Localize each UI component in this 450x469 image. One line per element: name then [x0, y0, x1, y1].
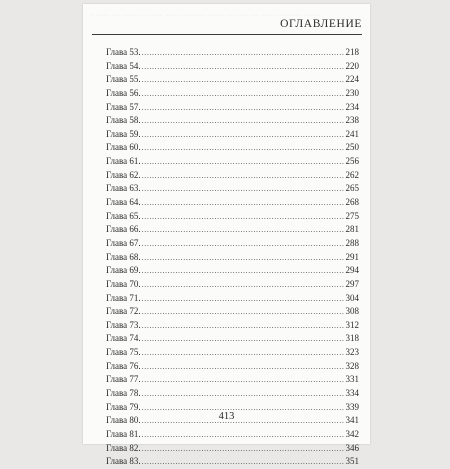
- toc-entry-label: Глава 72.: [106, 306, 141, 317]
- toc-entry-page: 339: [345, 401, 359, 412]
- toc-dot-leader: [142, 101, 345, 115]
- toc-dot-leader: [142, 155, 345, 169]
- toc-entry-label: Глава 73.: [106, 319, 141, 330]
- toc-entry: [106, 114, 359, 128]
- toc-entry-page: 331: [345, 374, 359, 385]
- toc-entry-label: Глава 80.: [106, 415, 141, 426]
- toc-entry: [106, 442, 359, 456]
- toc-entry: [106, 251, 359, 265]
- toc-entry: [106, 196, 359, 210]
- toc-dot-leader: [142, 387, 345, 401]
- show-through-text: ~ ~~~ ~~ ~~~~ ~~ ~~~ ~~~~ ~~ ~~~ ~~~~ ~~ ~~~ ~~ ~~~~ ~~ ~~~ ~~~~: [91, 12, 320, 20]
- toc-entry-label: Глава 68.: [106, 251, 141, 262]
- toc-entry: [106, 346, 359, 360]
- toc-entry-page: 281: [345, 224, 359, 235]
- toc-entry-page: 218: [345, 47, 359, 57]
- toc-entry-page: 230: [345, 87, 359, 98]
- toc-dot-leader: [142, 442, 345, 456]
- toc-entry-page: 291: [345, 251, 359, 262]
- toc-entry-label: Глава 70.: [106, 278, 141, 289]
- toc-entry: [106, 128, 359, 142]
- toc-entry-label: Глава 61.: [106, 156, 141, 167]
- toc-entry-page: 341: [345, 415, 359, 426]
- toc-entry-page: 294: [345, 265, 359, 276]
- toc-entry: [106, 169, 359, 183]
- toc-dot-leader: [142, 455, 345, 469]
- toc-entry-page: 238: [345, 115, 359, 126]
- toc-entry: [106, 278, 359, 292]
- toc-dot-leader: [142, 169, 345, 183]
- toc-entry-label: Глава 62.: [106, 169, 141, 180]
- toc-entry: [106, 182, 359, 196]
- toc-dot-leader: [142, 428, 345, 442]
- toc-entry-label: Глава 54.: [106, 60, 141, 71]
- toc-entry-page: 312: [345, 319, 359, 330]
- toc-entry-label: Глава 83.: [106, 456, 141, 467]
- toc-dot-leader: [142, 264, 345, 278]
- toc-entry-page: 346: [345, 442, 359, 453]
- toc-dot-leader: [142, 128, 345, 142]
- toc-entry-page: 234: [345, 101, 359, 112]
- toc-entry-label: Глава 78.: [106, 388, 141, 399]
- toc-entry-label: Глава 55.: [106, 74, 141, 85]
- toc-entry: [106, 141, 359, 155]
- toc-dot-leader: [142, 278, 345, 292]
- toc-dot-leader: [142, 87, 345, 101]
- toc-entry-label: Глава 81.: [106, 428, 141, 439]
- toc-entry: [106, 455, 359, 469]
- toc-entry-page: 262: [345, 169, 359, 180]
- toc-entry: [106, 73, 359, 87]
- toc-entry-page: 323: [345, 347, 359, 358]
- toc-entry-label: Глава 56.: [106, 87, 141, 98]
- toc-entry: [106, 87, 359, 101]
- toc-entry: [106, 428, 359, 442]
- toc-entry: [106, 237, 359, 251]
- toc-entry: [106, 332, 359, 346]
- header-rule: [92, 34, 362, 35]
- toc-entry-label: Глава 60.: [106, 142, 141, 153]
- toc-entry-label: Глава 53.: [106, 47, 141, 57]
- toc-entry-page: 342: [345, 428, 359, 439]
- toc-entry-label: Глава 74.: [106, 333, 141, 344]
- book-page: [83, 4, 370, 467]
- toc-entry: [106, 46, 359, 60]
- toc-dot-leader: [142, 141, 345, 155]
- toc-entry: [106, 60, 359, 74]
- toc-entry-page: 308: [345, 306, 359, 317]
- toc-dot-leader: [142, 46, 345, 60]
- toc-entry-label: Глава 76.: [106, 360, 141, 371]
- toc-entry-page: 297: [345, 278, 359, 289]
- toc-dot-leader: [142, 292, 345, 306]
- toc-entry-page: 288: [345, 237, 359, 248]
- toc-entry: [106, 305, 359, 319]
- toc-dot-leader: [142, 237, 345, 251]
- toc-entry-page: 351: [345, 456, 359, 467]
- toc-dot-leader: [142, 373, 345, 387]
- toc-entry-page: 318: [345, 333, 359, 344]
- toc-dot-leader: [142, 223, 345, 237]
- toc-entry: [106, 387, 359, 401]
- toc-entry-label: Глава 71.: [106, 292, 141, 303]
- toc-dot-leader: [142, 196, 345, 210]
- toc-entry-label: Глава 59.: [106, 128, 141, 139]
- toc-dot-leader: [142, 182, 345, 196]
- toc-entry: [106, 264, 359, 278]
- toc-entry-page: 250: [345, 142, 359, 153]
- toc-entry-page: 268: [345, 197, 359, 208]
- toc-entry-page: 265: [345, 183, 359, 194]
- toc-dot-leader: [142, 210, 345, 224]
- toc-entry-page: 304: [345, 292, 359, 303]
- toc-entry: [106, 210, 359, 224]
- toc-entry-label: Глава 57.: [106, 101, 141, 112]
- toc-dot-leader: [142, 114, 345, 128]
- toc-dot-leader: [142, 319, 345, 333]
- toc-entry: [106, 292, 359, 306]
- toc-entry-page: 334: [345, 388, 359, 399]
- toc-entry: [106, 360, 359, 374]
- toc-dot-leader: [142, 60, 345, 74]
- toc-entry-page: 241: [345, 128, 359, 139]
- toc-entry-label: Глава 63.: [106, 183, 141, 194]
- toc-entry: [106, 101, 359, 115]
- table-of-contents: [106, 46, 359, 469]
- toc-entry-label: Глава 79.: [106, 401, 141, 412]
- toc-dot-leader: [142, 73, 345, 87]
- toc-entry-label: Глава 66.: [106, 224, 141, 235]
- toc-dot-leader: [142, 305, 345, 319]
- toc-entry-label: Глава 77.: [106, 374, 141, 385]
- toc-entry-label: Глава 75.: [106, 347, 141, 358]
- toc-entry-label: Глава 67.: [106, 237, 141, 248]
- toc-entry-page: 256: [345, 156, 359, 167]
- toc-entry-page: 224: [345, 74, 359, 85]
- toc-entry-label: Глава 69.: [106, 265, 141, 276]
- toc-entry-label: Глава 58.: [106, 115, 141, 126]
- toc-entry: [106, 373, 359, 387]
- toc-entry-label: Глава 82.: [106, 442, 141, 453]
- toc-entry: [106, 319, 359, 333]
- toc-entry-label: Глава 64.: [106, 197, 141, 208]
- toc-dot-leader: [142, 346, 345, 360]
- toc-entry-page: 275: [345, 210, 359, 221]
- toc-entry-page: 220: [345, 60, 359, 71]
- page-header-title: ОГЛАВЛЕНИЕ: [280, 18, 362, 30]
- page-number: 413: [218, 411, 235, 422]
- toc-dot-leader: [142, 332, 345, 346]
- toc-entry: [106, 223, 359, 237]
- toc-entry-page: 328: [345, 360, 359, 371]
- toc-entry: [106, 155, 359, 169]
- toc-entry-label: Глава 65.: [106, 210, 141, 221]
- toc-dot-leader: [142, 251, 345, 265]
- toc-dot-leader: [142, 360, 345, 374]
